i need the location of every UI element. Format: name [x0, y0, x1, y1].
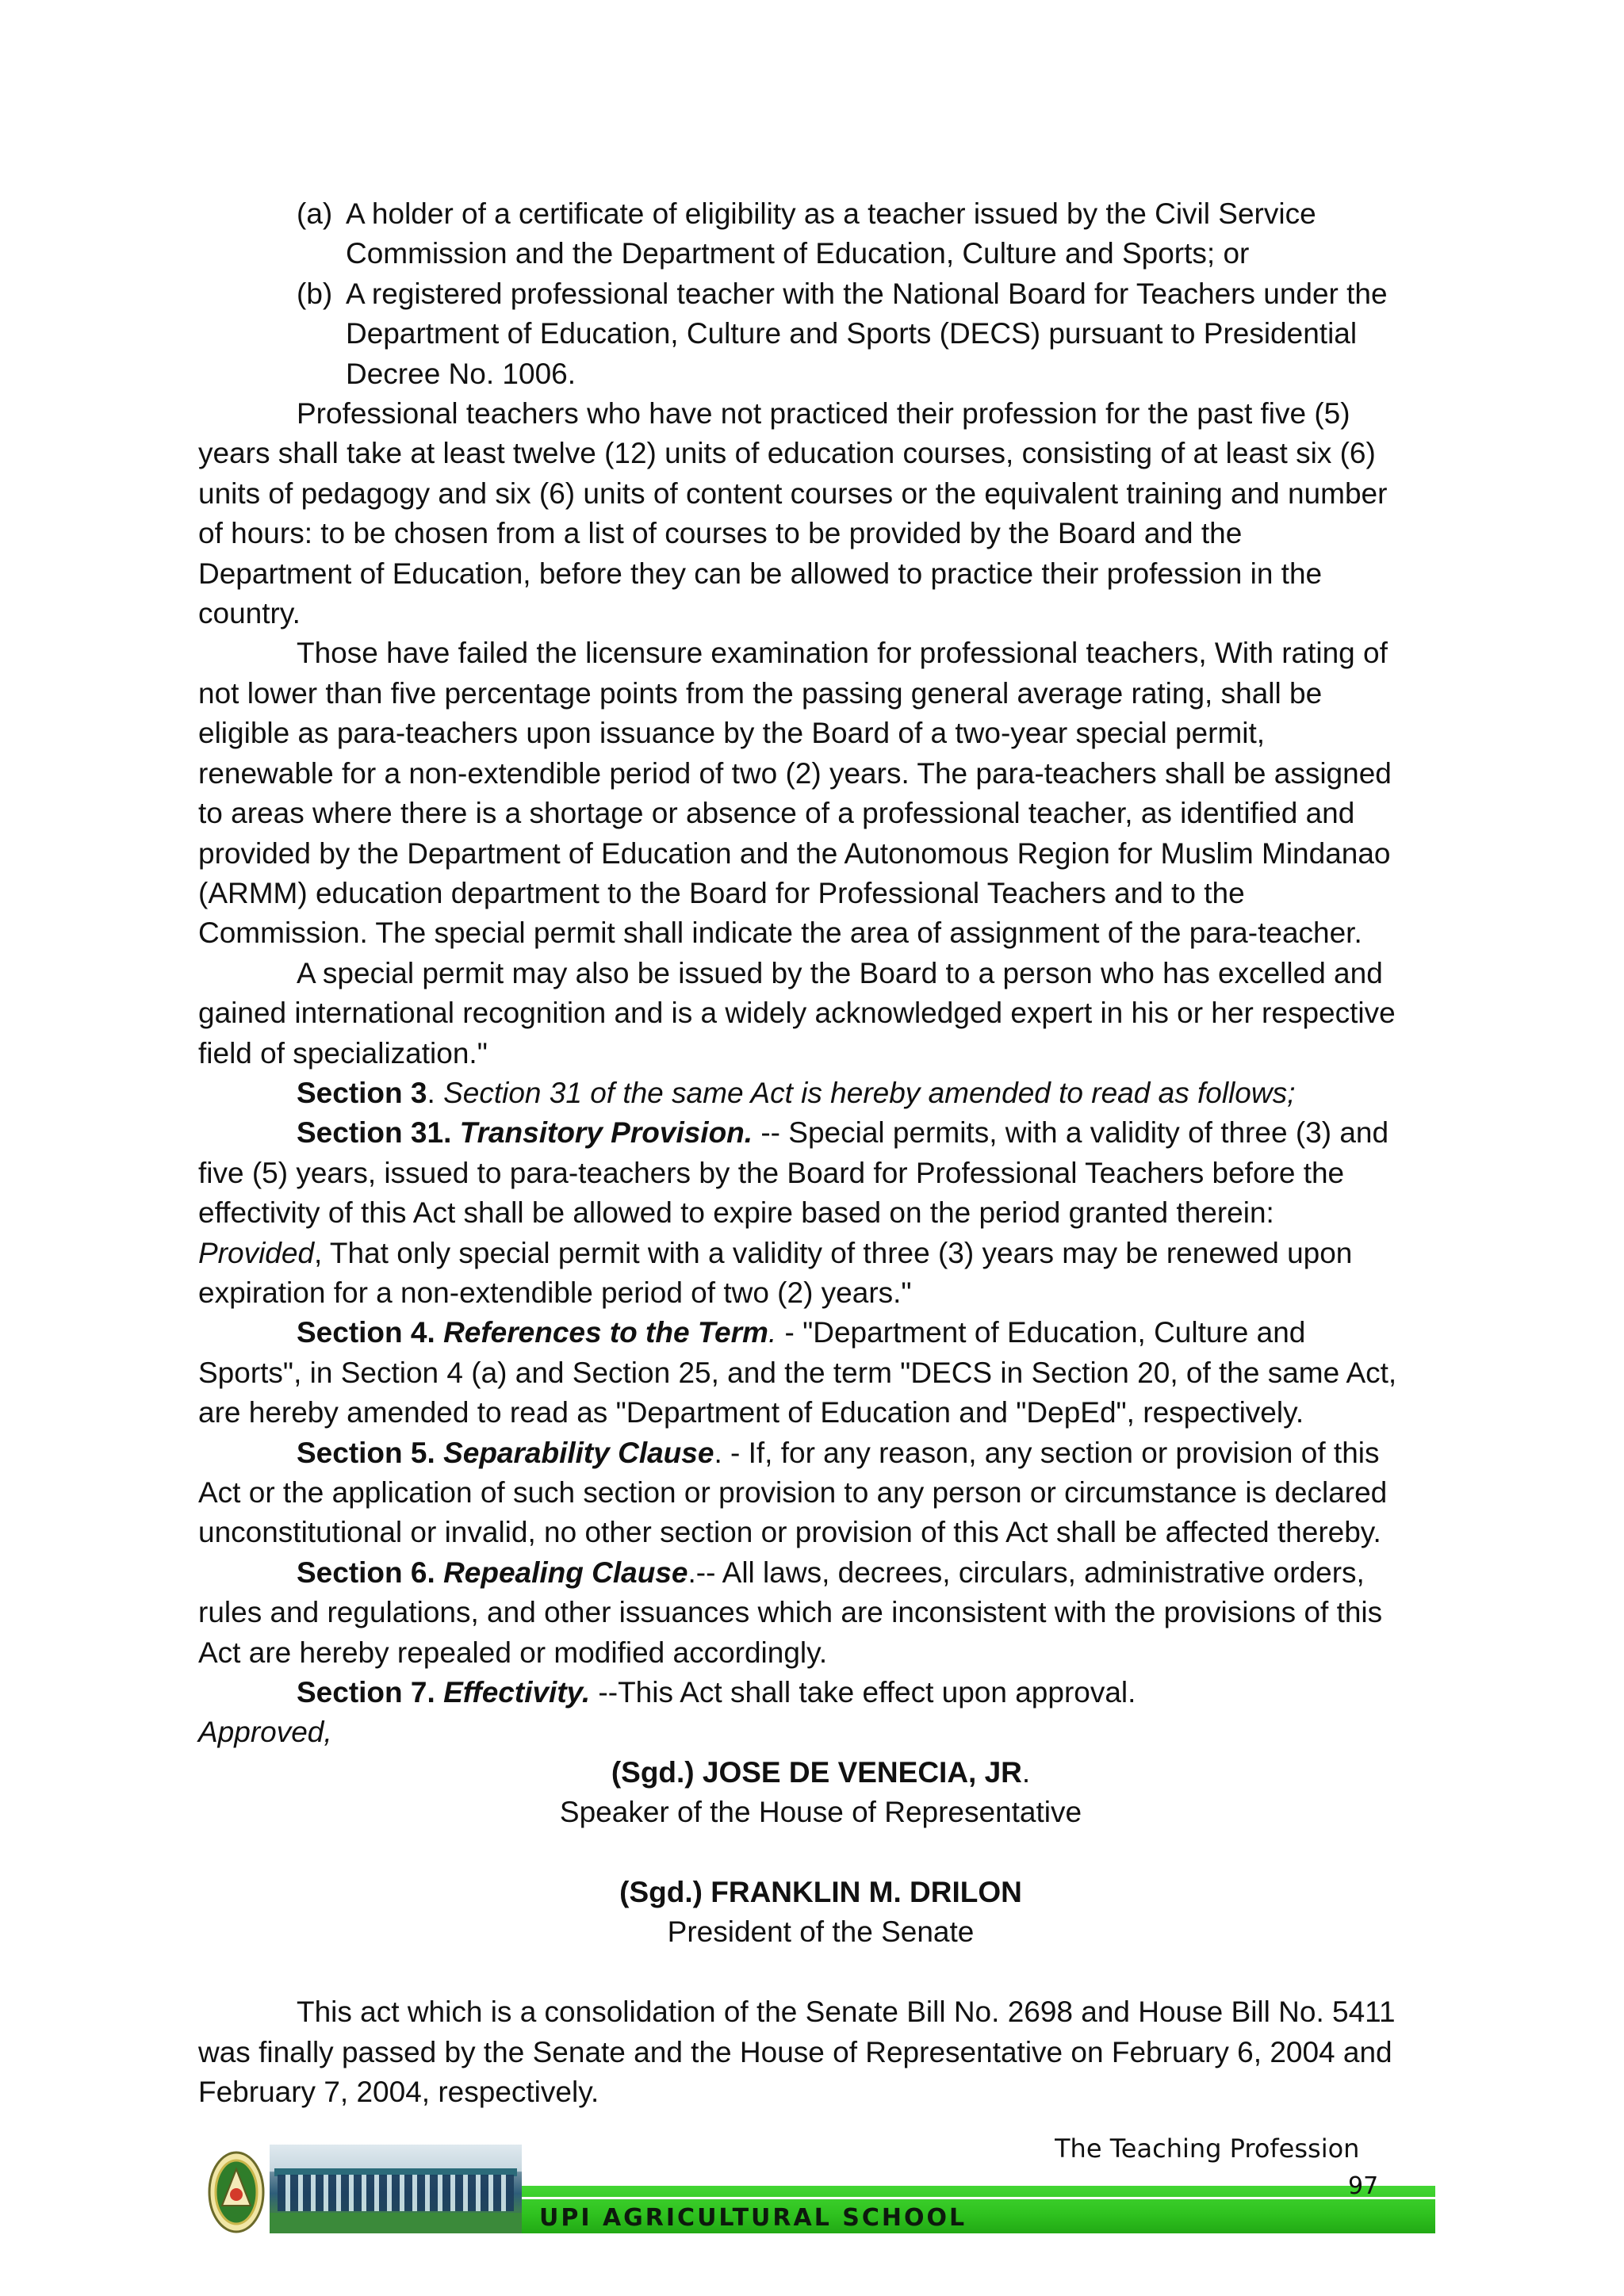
section-5: [198, 1433, 1443, 1553]
section-title: References to the Term: [443, 1316, 768, 1349]
line: field of specialization.": [198, 1036, 488, 1070]
spacer: [198, 1953, 1443, 1992]
punctuation: .: [768, 1316, 777, 1349]
section-7: [198, 1673, 1443, 1712]
signatory-senate-president: [198, 1873, 1443, 1912]
school-building-photo: [270, 2145, 522, 2233]
line: units of pedagogy and six (6) units of content courses or the equivalent training and number: [198, 476, 1388, 510]
line: This act which is a consolidation of the Senate Bill No. 2698 and House Bill No. 5411: [297, 1996, 1396, 2029]
line: Commission. The special permit shall indicate the area of assignment of the para-teacher.: [198, 916, 1362, 950]
spacer: [198, 1833, 1443, 1873]
line: eligible as para-teachers upon issuance by the Board of a two-year special permit,: [198, 717, 1266, 750]
ground: [270, 2213, 522, 2233]
document-body: [198, 194, 1443, 2112]
line: (ARMM) education department to the Board for Professional Teachers and to the: [198, 876, 1245, 909]
paragraph-consolidation: [198, 1992, 1443, 2112]
building-windows: [278, 2175, 514, 2211]
punctuation: .: [427, 1076, 444, 1109]
banner-stripe: [515, 2197, 1435, 2199]
section-31: [198, 1113, 1443, 1313]
section-label: Section 4.: [297, 1316, 444, 1349]
signatory-name: (Sgd.) JOSE DE VENECIA, JR: [611, 1755, 1022, 1789]
signatory-title: Speaker of the House of Representative: [559, 1796, 1082, 1829]
line: A special permit may also be issued by the Board to a person who has excelled and: [297, 956, 1383, 989]
paragraph-professional-teachers: [198, 394, 1443, 633]
line: unconstitutional or invalid, no other section or provision of this Act shall be affected thereby.: [198, 1516, 1381, 1549]
section-title: Separability Clause: [443, 1436, 714, 1469]
section-label: Section 7.: [297, 1676, 444, 1709]
section-label: Section 3: [297, 1076, 427, 1109]
section-title: Effectivity.: [443, 1676, 591, 1709]
line: Those have failed the licensure examination for professional teachers, With rating of: [297, 637, 1388, 670]
line: February 7, 2004, respectively.: [198, 2076, 599, 2109]
line: not lower than five percentage points from the passing general average rating, shall be: [198, 676, 1323, 710]
list-item-a: [198, 194, 1443, 274]
line: Act are hereby repealed or modified accordingly.: [198, 1636, 828, 1669]
punctuation: .: [1021, 1755, 1031, 1789]
provided-word: Provided: [198, 1236, 315, 1269]
line: .-- All laws, decrees, circulars, administrative orders,: [688, 1556, 1365, 1589]
paragraph-para-teachers: [198, 633, 1443, 953]
line: expiration for a non-extendible period of two (2) years.": [198, 1276, 912, 1309]
line: years shall take at least twelve (12) units of education courses, consisting of at least six (6): [198, 437, 1376, 470]
school-seal-icon: [208, 2150, 265, 2234]
list-line: Decree No. 1006.: [346, 357, 576, 390]
list-line: Commission and the Department of Education, Culture and Sports; or: [346, 237, 1250, 270]
line: Professional teachers who have not practiced their profession for the past five (5): [297, 397, 1350, 430]
page-number: 97: [1348, 2172, 1379, 2200]
line: renewable for a non-extendible period of two (2) years. The para-teachers shall be assigned: [198, 756, 1392, 790]
list-marker: (a): [297, 197, 333, 230]
line: Department of Education, before they can be allowed to practice their profession in the: [198, 557, 1323, 590]
line: to areas where there is a shortage or absence of a professional teacher, as identified and: [198, 797, 1355, 830]
line: of hours: to be chosen from a list of courses to be provided by the Board and the: [198, 517, 1243, 550]
line: Sports", in Section 4 (a) and Section 25, and the term "DECS in Section 20, of the same Act,: [198, 1356, 1397, 1389]
line: was finally passed by the Senate and the House of Representative on February 6, 2004 and: [198, 2035, 1392, 2068]
list-line: A registered professional teacher with the National Board for Teachers under the: [346, 277, 1388, 310]
line: . - If, for any reason, any section or provision of this: [714, 1436, 1380, 1469]
line: , That only special permit with a validity of three (3) years may be renewed upon: [314, 1236, 1353, 1269]
list-item-b: [198, 274, 1443, 394]
line: are hereby amended to read as "Department of Education and "DepEd", respectively.: [198, 1396, 1304, 1429]
approved-text: Approved,: [198, 1716, 332, 1749]
list-line: Department of Education, Culture and Sports (DECS) pursuant to Presidential: [346, 317, 1358, 350]
section-title: Transitory Provision.: [459, 1116, 753, 1150]
section-4: [198, 1313, 1443, 1433]
section-3: [198, 1073, 1443, 1113]
section-text: --This Act shall take effect upon approval.: [590, 1676, 1136, 1709]
line: provided by the Department of Education and the Autonomous Region for Muslim Mindanao: [198, 836, 1391, 870]
approved-label: [198, 1712, 1443, 1752]
footer-title: The Teaching Profession: [1055, 2133, 1360, 2164]
section-label: Section 5.: [297, 1436, 444, 1469]
section-label: Section 31.: [297, 1116, 460, 1150]
section-title: Repealing Clause: [443, 1556, 688, 1589]
line: rules and regulations, and other issuances which are inconsistent with the provisions of this: [198, 1596, 1383, 1629]
line: five (5) years, issued to para-teachers by the Board for Professional Teachers before the: [198, 1156, 1345, 1189]
list-line: A holder of a certificate of eligibility as a teacher issued by the Civil Service: [346, 197, 1316, 230]
line: gained international recognition and is a widely acknowledged expert in his or her respective: [198, 997, 1396, 1030]
section-label: Section 6.: [297, 1556, 444, 1589]
line: effectivity of this Act shall be allowed to expire based on the period granted therein:: [198, 1196, 1274, 1230]
signatory-name: (Sgd.) FRANKLIN M. DRILON: [619, 1876, 1022, 1909]
signatory-title: President of the Senate: [667, 1915, 975, 1949]
paragraph-special-permit: [198, 954, 1443, 1073]
section-text: Section 31 of the same Act is hereby amended to read as follows;: [443, 1076, 1296, 1109]
line: -- Special permits, with a validity of three (3) and: [753, 1116, 1389, 1150]
line: Act or the application of such section or provision to any person or circumstance is declared: [198, 1476, 1388, 1509]
section-6: [198, 1553, 1443, 1673]
line: country.: [198, 597, 301, 630]
line: - "Department of Education, Culture and: [776, 1316, 1306, 1349]
list-marker: (b): [297, 277, 333, 310]
school-name: UPI AGRICULTURAL SCHOOL: [539, 2204, 967, 2232]
signatory-speaker: [198, 1753, 1443, 1793]
